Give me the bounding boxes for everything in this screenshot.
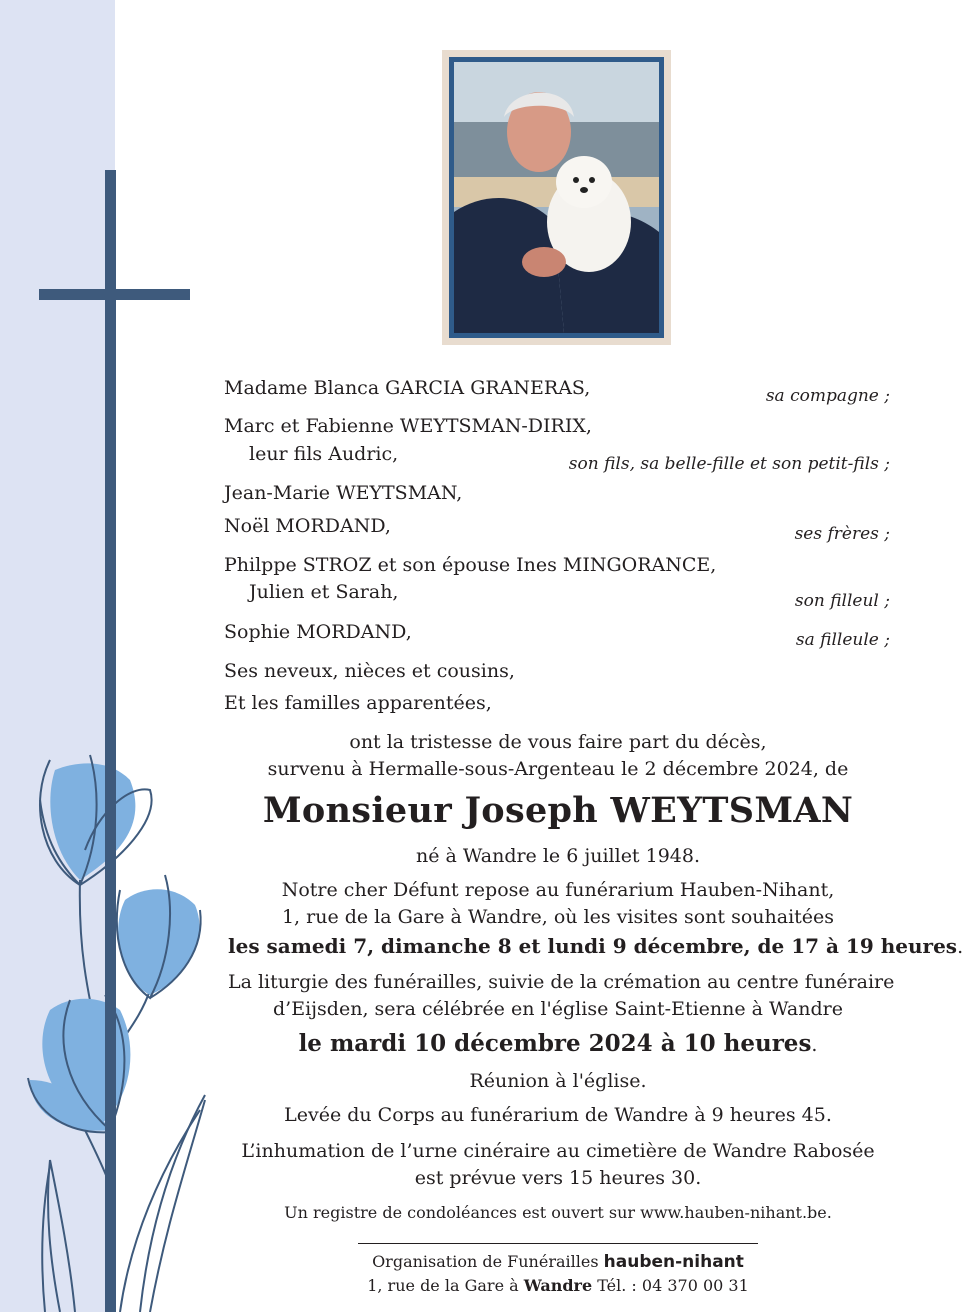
ceremony-period: .: [811, 1034, 818, 1056]
partner-relation: sa compagne ;: [765, 386, 890, 406]
visits-period: .: [957, 936, 963, 958]
portrait-photo: [454, 62, 659, 333]
footer-brand: hauben-nihant: [603, 1252, 744, 1272]
cross-vertical: [105, 170, 116, 1312]
footer-address-line: [358, 1276, 758, 1295]
son-name: Marc et Fabienne WEYTSMAN-DIRIX,: [224, 415, 592, 437]
families-line: Et les familles apparentées,: [224, 692, 492, 714]
godson-name: Philppe STROZ et son épouse Ines MINGORANCE,: [224, 554, 717, 576]
ceremony-date: le mardi 10 décembre 2024 à 10 heures: [298, 1030, 812, 1057]
son-relation: son fils, sa belle-fille et son petit-fils ;: [568, 454, 890, 474]
godson-relation: son filleul ;: [794, 591, 890, 611]
rest-line2: 1, rue de la Gare à Wandre, où les visites sont souhaitées: [281, 906, 835, 928]
tulip-top: [40, 755, 152, 885]
cross-horizontal: [39, 289, 190, 300]
visits-hours: les samedi 7, dimanche 8 et lundi 9 décembre, de 17 à 19 heures: [228, 934, 958, 958]
footer-org-line: [358, 1252, 758, 1272]
liturgy-line2: d’Eijsden, sera célébrée en l'église Saint-Etienne à Wandre: [273, 998, 843, 1020]
footer-org: Organisation de Funérailles: [372, 1252, 599, 1271]
announcement-line1: ont la tristesse de vous faire part du décès,: [349, 731, 767, 753]
nephews-line: Ses neveux, nièces et cousins,: [224, 660, 515, 682]
portrait-frame: [442, 50, 671, 345]
meeting-line: Réunion à l'église.: [469, 1070, 647, 1092]
goddaughter-relation: sa filleule ;: [795, 630, 890, 650]
brother2-name: Noël MORDAND,: [224, 515, 391, 537]
brothers-relation: ses frères ;: [794, 524, 890, 544]
liturgy-line1: La liturgie des funérailles, suivie de la crémation au centre funéraire: [228, 971, 895, 993]
ceremony-line: [228, 1031, 888, 1057]
leaf-lines: [42, 1095, 205, 1312]
godson-children: Julien et Sarah,: [249, 581, 399, 603]
brother1-name: Jean-Marie WEYTSMAN,: [224, 482, 463, 504]
grandson-name: leur fils Audric,: [249, 443, 399, 465]
levee-line: Levée du Corps au funérarium de Wandre à 9 heures 45.: [284, 1104, 832, 1126]
visits-line: [228, 934, 963, 958]
goddaughter-name: Sophie MORDAND,: [224, 621, 412, 643]
footer-address: 1, rue de la Gare à: [367, 1276, 519, 1295]
registry-line: Un registre de condoléances est ouvert sur www.hauben-nihant.be.: [284, 1203, 832, 1222]
rest-line1: Notre cher Défunt repose au funérarium Hauben-Nihant,: [281, 879, 835, 901]
partner-name: Madame Blanca GARCIA GRANERAS,: [224, 377, 591, 399]
burial-line2: est prévue vers 15 heures 30.: [414, 1167, 702, 1189]
footer-town: Wandre: [523, 1276, 593, 1295]
tulip-middle: [117, 875, 201, 998]
deceased-name: Monsieur Joseph WEYTSMAN: [262, 790, 854, 831]
announcement-line2: survenu à Hermalle-sous-Argenteau le 2 décembre 2024, de: [267, 758, 849, 780]
footer-phone: Tél. : 04 370 00 31: [597, 1276, 749, 1295]
burial-line1: L’inhumation de l’urne cinéraire au cimetière de Wandre Rabosée: [241, 1140, 875, 1162]
footer-divider: [358, 1243, 758, 1244]
birth-line: né à Wandre le 6 juillet 1948.: [415, 845, 701, 867]
